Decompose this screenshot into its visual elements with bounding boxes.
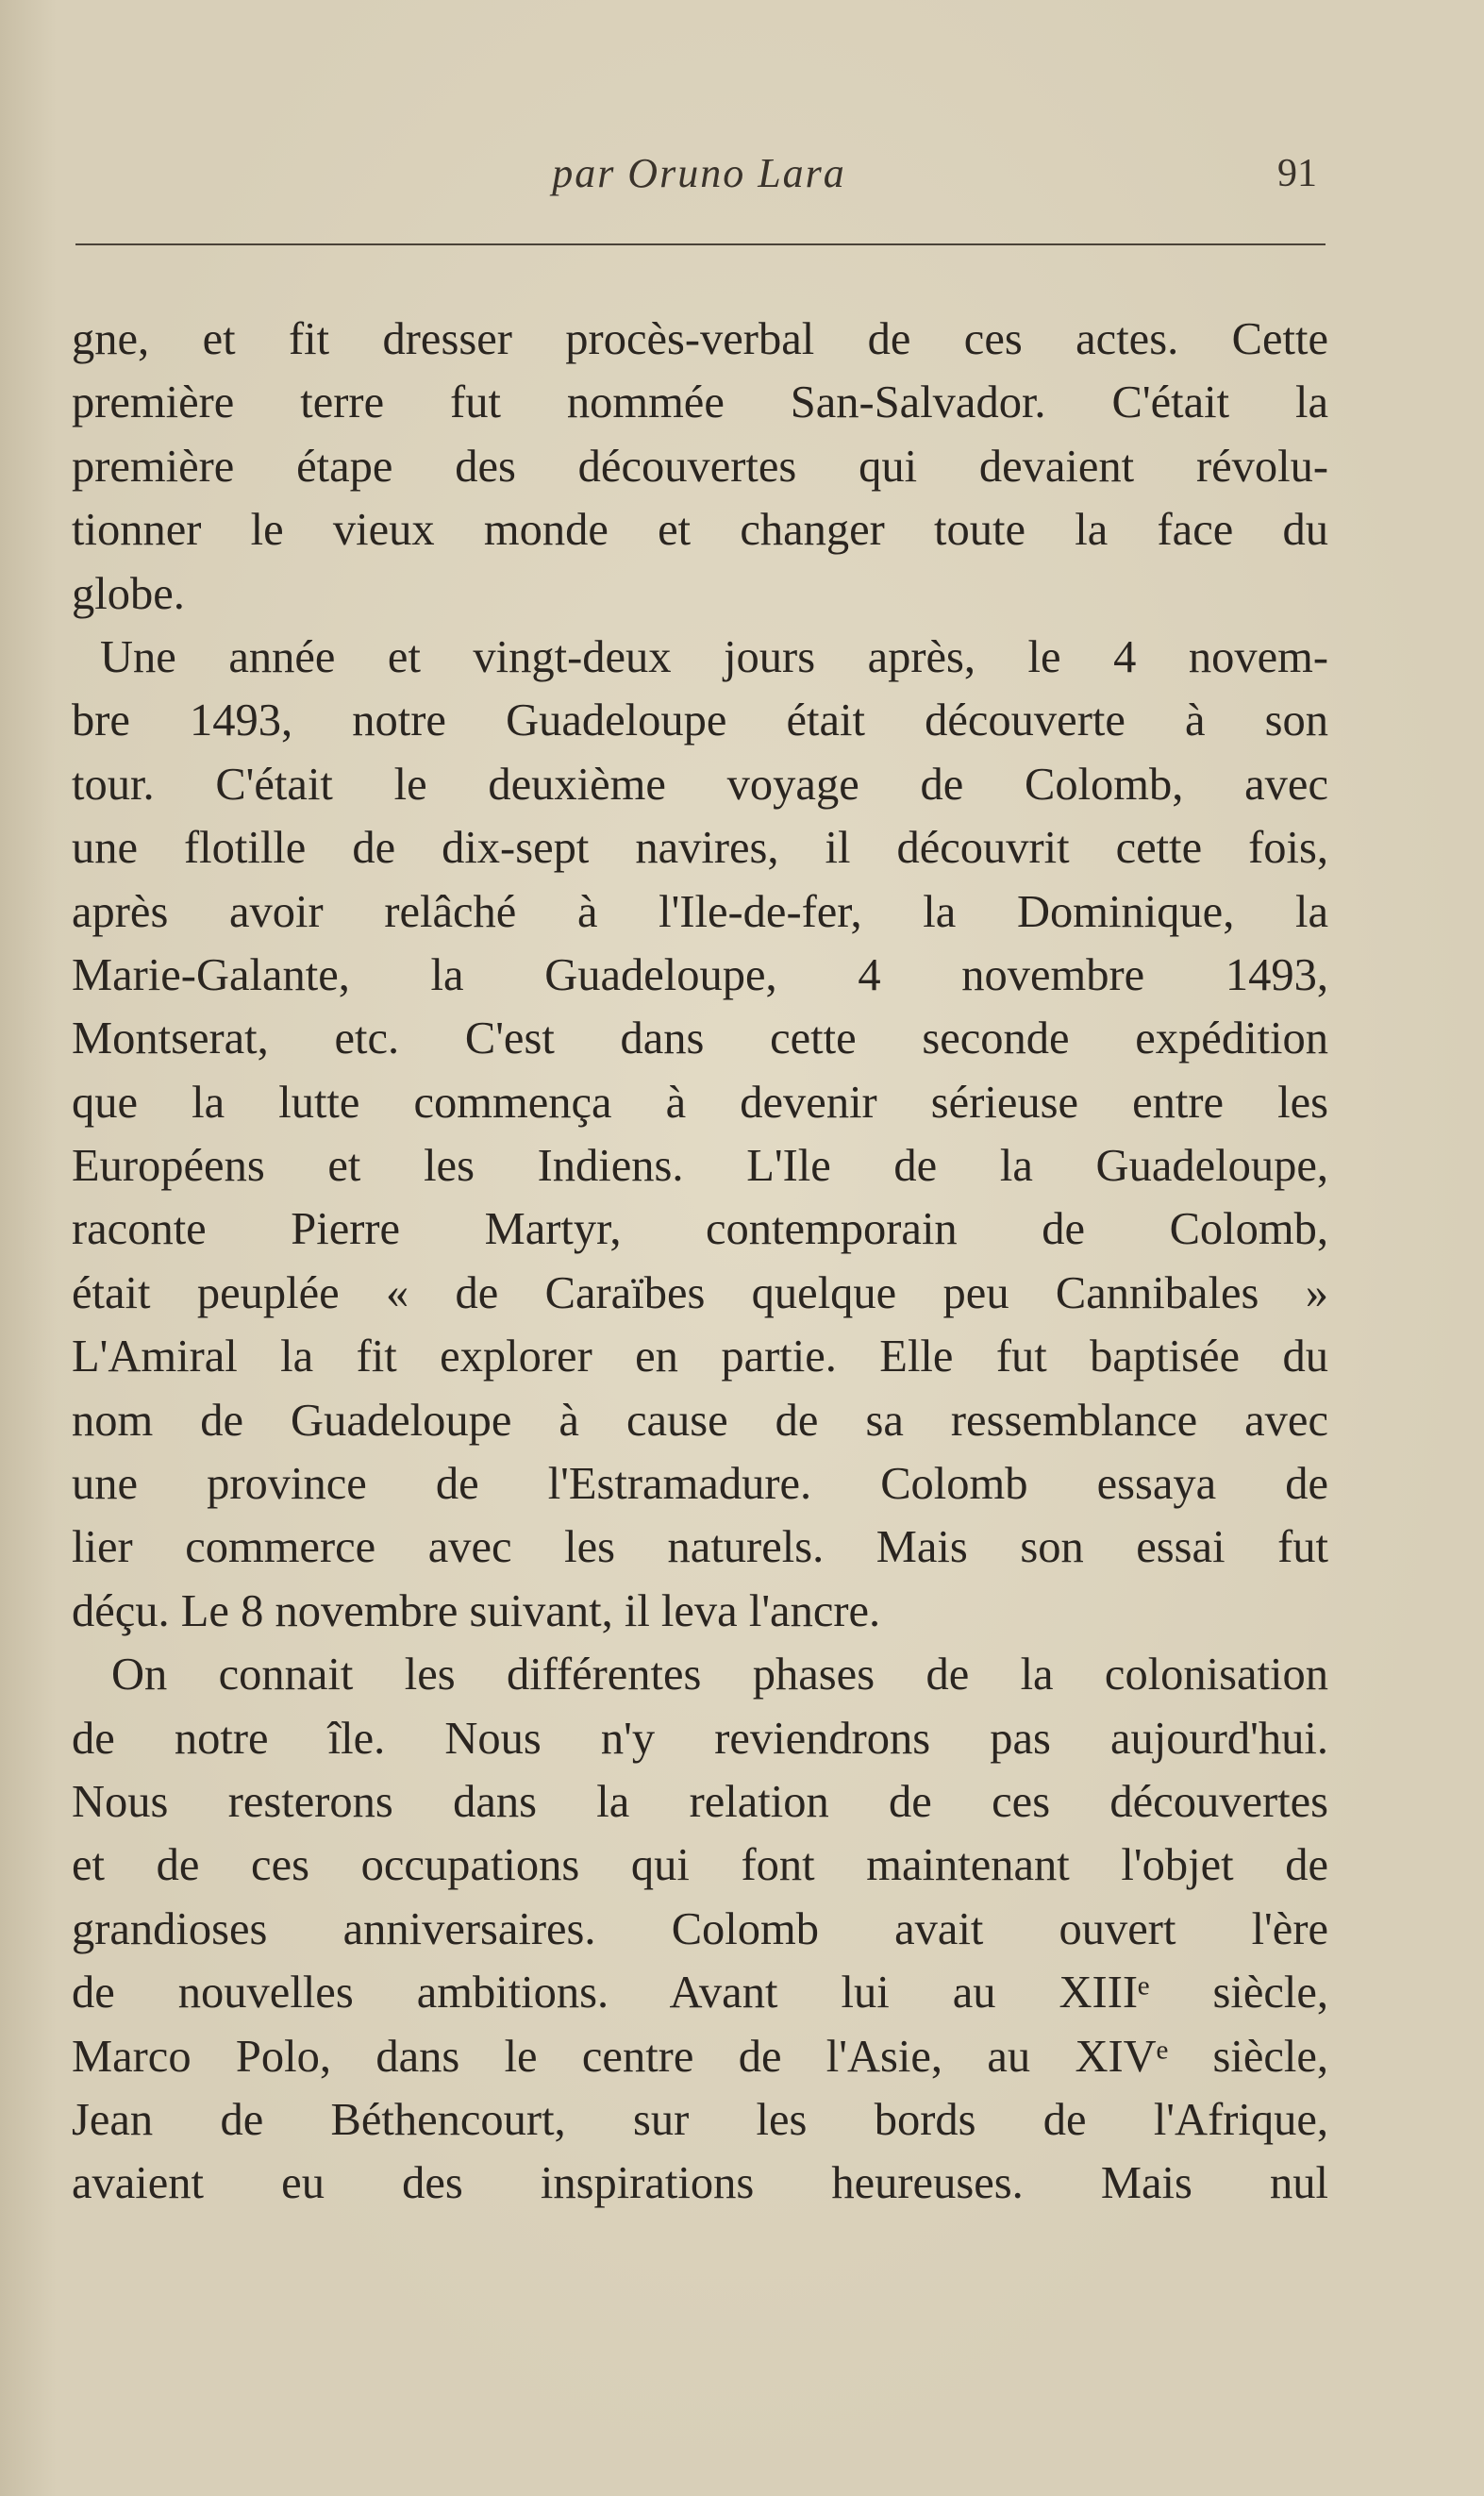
text-line: globe. <box>72 568 185 619</box>
text-line: une province de l'Estramadure. Colomb essaya de <box>72 1459 1328 1510</box>
text-line: une flotille de dix-sept navires, il découvrit cette fois, <box>72 823 1328 874</box>
text-line: gne, et fit dresser procès-verbal de ces actes. Cette <box>72 314 1328 364</box>
body-text <box>72 308 1328 2216</box>
text-line: nom de Guadeloupe à cause de sa ressemblance avec <box>72 1395 1328 1446</box>
text-line: grandioses anniversaires. Colomb avait ouvert l'ère <box>72 1903 1328 1954</box>
text-line: avaient eu des inspirations heureuses. Mais nul <box>72 2158 1328 2209</box>
text-line: déçu. Le 8 novembre suivant, il leva l'ancre. <box>72 1585 881 1636</box>
text-line: tionner le vieux monde et changer toute la face du <box>72 505 1328 556</box>
text-line: Jean de Béthencourt, sur les bords de l'Afrique, <box>72 2094 1328 2145</box>
text-line: première étape des découvertes qui devaient révolu- <box>72 441 1328 492</box>
text-line: que la lutte commença à devenir sérieuse entre les <box>72 1077 1328 1128</box>
text-line: Européens et les Indiens. L'Ile de la Guadeloupe, <box>72 1141 1328 1192</box>
text-line: de nouvelles ambitions. Avant lui au XIIIᵉ siècle, <box>72 1968 1328 2019</box>
text-line: après avoir relâché à l'Ile-de-fer, la Dominique, la <box>72 886 1328 937</box>
text-line: de notre île. Nous n'y reviendrons pas aujourd'hui. <box>72 1713 1328 1764</box>
text-line: bre 1493, notre Guadeloupe était découverte à son <box>72 695 1328 746</box>
header-rule <box>75 243 1326 245</box>
text-line: tour. C'était le deuxième voyage de Colomb, avec <box>72 759 1328 810</box>
text-line: première terre fut nommée San-Salvador. C'était la <box>72 377 1328 428</box>
text-line: Nous resterons dans la relation de ces découvertes <box>72 1776 1328 1827</box>
text-line: Marie-Galante, la Guadeloupe, 4 novembre 1493, <box>72 949 1328 1000</box>
text-line: On connait les différentes phases de la colonisation <box>111 1650 1328 1700</box>
running-title: par Oruno Lara <box>552 150 846 196</box>
text-line: était peuplée « de Caraïbes quelque peu Cannibales » <box>72 1267 1328 1318</box>
page-header <box>72 149 1326 206</box>
text-line: Une année et vingt-deux jours après, le 4 novem- <box>100 631 1328 682</box>
text-line: raconte Pierre Martyr, contemporain de Colomb, <box>72 1204 1328 1255</box>
text-line: lier commerce avec les naturels. Mais son essai fut <box>72 1522 1328 1573</box>
text-line: Montserat, etc. C'est dans cette seconde expédition <box>72 1013 1328 1064</box>
text-line: Marco Polo, dans le centre de l'Asie, au XIVᵉ siècle, <box>72 2031 1328 2082</box>
page-number: 91 <box>1277 152 1317 195</box>
text-line: L'Amiral la fit explorer en partie. Elle fut baptisée du <box>72 1332 1328 1382</box>
text-line: et de ces occupations qui font maintenant l'objet de <box>72 1840 1328 1891</box>
